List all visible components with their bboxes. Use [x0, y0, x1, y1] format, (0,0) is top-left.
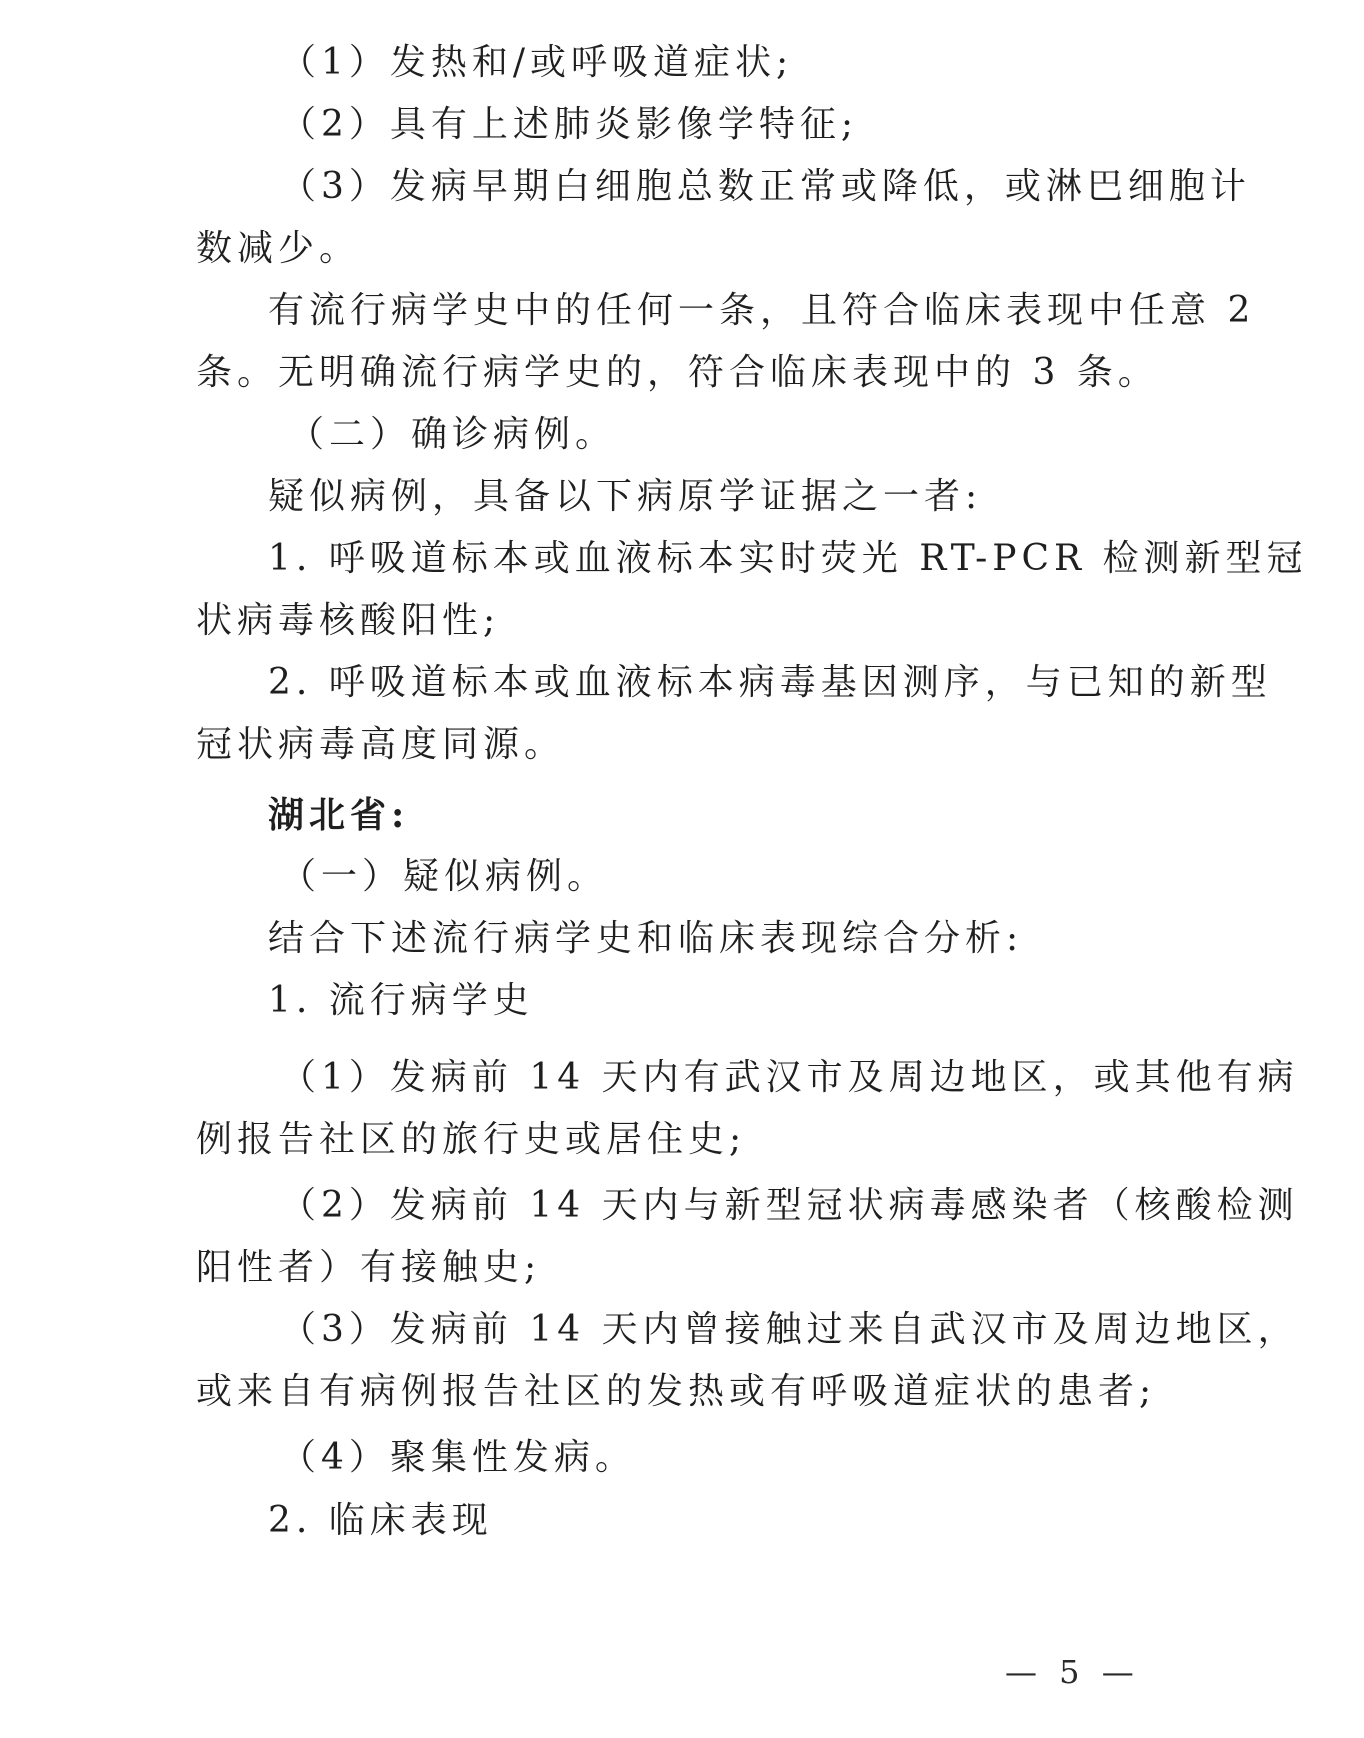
criterion-fever-symptoms: （1）发热和/或呼吸道症状;: [280, 42, 794, 83]
suspected-rule-line-1: 有流行病学史中的任何一条，且符合临床表现中任意 2: [268, 290, 1256, 331]
section-heading-suspected-cases: （一）疑似病例。: [280, 856, 609, 897]
page-number: — 5 —: [1005, 1653, 1140, 1691]
evidence-rt-pcr-line-1: 1. 呼吸道标本或血液标本实时荧光 RT-PCR 检测新型冠: [268, 538, 1308, 579]
confirmed-intro: 疑似病例，具备以下病原学证据之一者:: [268, 476, 983, 517]
suspected-intro: 结合下述流行病学史和临床表现综合分析:: [268, 918, 1024, 959]
epi-criterion-3-line-1: （3）发病前 14 天内曾接触过来自武汉市及周边地区，: [280, 1309, 1299, 1350]
criterion-blood-count-line-1: （3）发病早期白细胞总数正常或降低，或淋巴细胞计: [280, 166, 1251, 207]
suspected-rule-line-2: 条。无明确流行病学史的，符合临床表现中的 3 条。: [196, 352, 1159, 393]
subheading-epidemiology: 1. 流行病学史: [268, 980, 534, 1021]
epi-criterion-2-line-1: （2）发病前 14 天内与新型冠状病毒感染者（核酸检测: [280, 1185, 1299, 1226]
evidence-rt-pcr-line-2: 状病毒核酸阳性;: [196, 600, 501, 641]
evidence-sequencing-line-2: 冠状病毒高度同源。: [196, 724, 566, 765]
epi-criterion-2-line-2: 阳性者）有接触史;: [196, 1247, 542, 1288]
epi-criterion-3-line-2: 或来自有病例报告社区的发热或有呼吸道症状的患者;: [196, 1371, 1157, 1412]
epi-criterion-1-line-2: 例报告社区的旅行史或居住史;: [196, 1119, 747, 1160]
epi-criterion-1-line-1: （1）发病前 14 天内有武汉市及周边地区，或其他有病: [280, 1057, 1299, 1098]
criterion-blood-count-line-2: 数减少。: [196, 228, 361, 269]
criterion-pneumonia-imaging: （2）具有上述肺炎影像学特征;: [280, 104, 859, 145]
epi-criterion-4: （4）聚集性发病。: [280, 1437, 636, 1478]
evidence-sequencing-line-1: 2. 呼吸道标本或血液标本病毒基因测序，与已知的新型: [268, 662, 1272, 703]
heading-hubei-province: 湖北省:: [268, 794, 410, 836]
section-heading-confirmed-cases: （二）确诊病例。: [288, 414, 617, 455]
subheading-clinical-manifestations: 2. 临床表现: [268, 1500, 493, 1541]
